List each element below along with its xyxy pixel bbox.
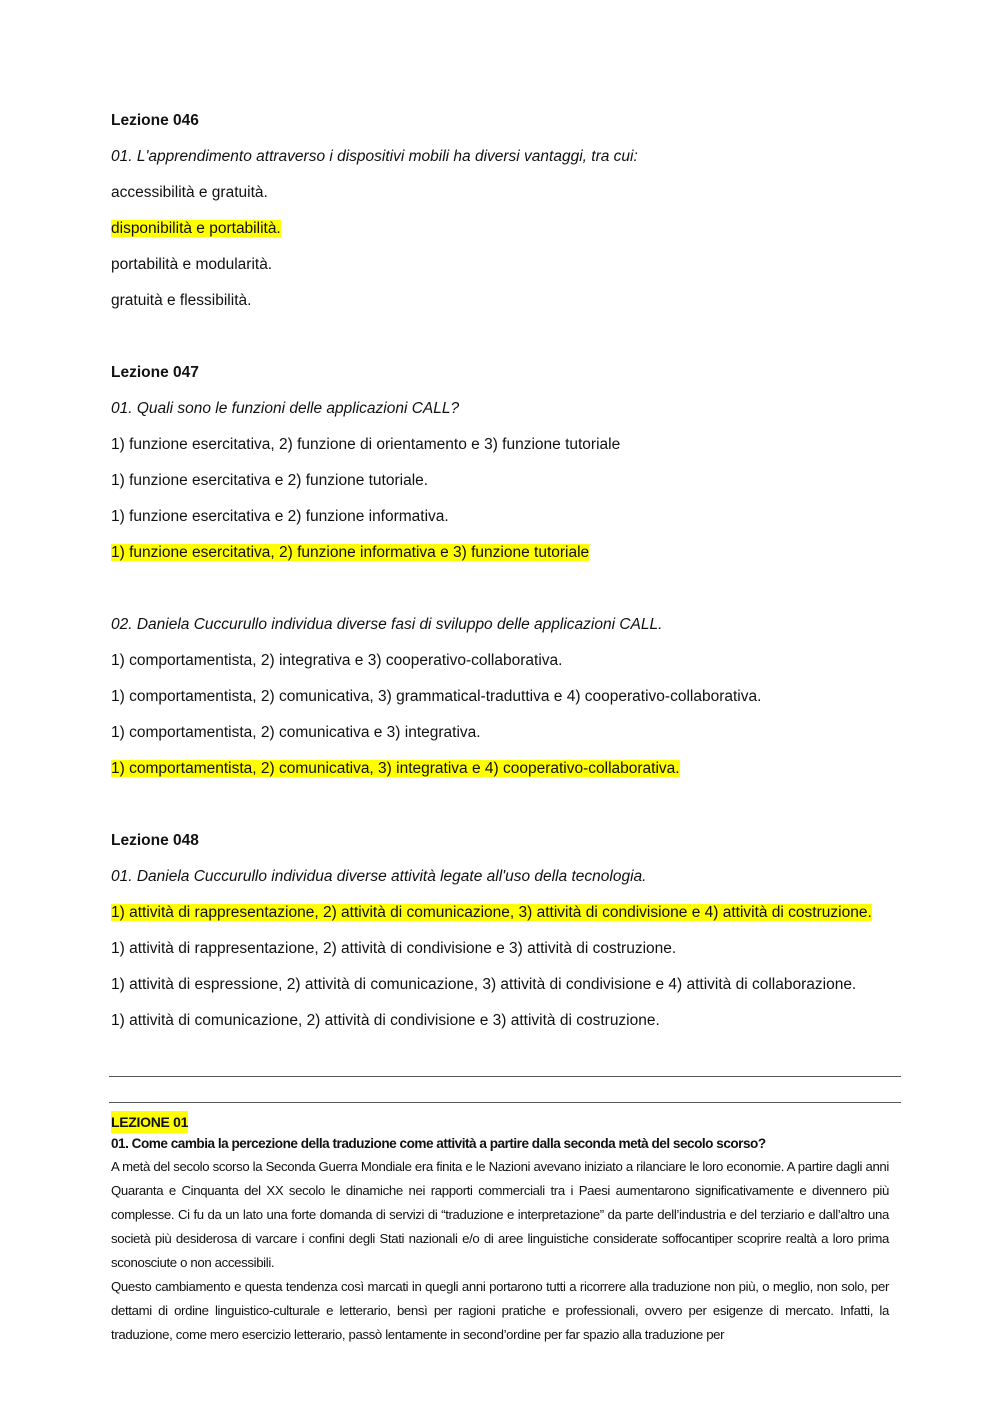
answer-option xyxy=(111,505,891,541)
answer-option xyxy=(111,433,891,469)
answer-option xyxy=(111,937,891,973)
divider-line xyxy=(109,1076,901,1077)
divider-line xyxy=(109,1102,901,1103)
question-text: 01. Quali sono le funzioni delle applicazioni CALL? xyxy=(111,400,460,417)
section-paragraph: A metà del secolo scorso la Seconda Guerra Mondiale era finita e le Nazioni avevano iniziato a rilanciare le loro economie. A partire dagli anni Quaranta e Cinquanta del XX secolo le dinamiche nei rapporti commerciali tra i Paesi aumentarono significativamente e divennero più complesse. Ci fu da un lato una forte domanda di servizi di “traduzione e interpretazione” da parte dell’industria e del terziario e dall’altro una società più desiderosa di varcare i confini degli Stati nazionali e/o di aree linguistiche considerate soffocantiper scoprire realtà a loro prima sconosciute o non accessibili. xyxy=(111,1159,889,1270)
answer-option-text: 1) attività di rappresentazione, 2) attività di comunicazione, 3) attività di condivisione e 4) attività di costruzione. xyxy=(111,904,872,921)
answer-option-text: portabilità e modularità. xyxy=(111,256,273,273)
answer-option-text: 1) attività di comunicazione, 2) attività di condivisione e 3) attività di costruzione. xyxy=(111,1012,660,1029)
spacer xyxy=(111,577,891,613)
answer-option-text: 1) comportamentista, 2) comunicativa, 3) grammatical-traduttiva e 4) cooperativo-collaborativa. xyxy=(111,688,762,705)
answer-option-correct xyxy=(111,757,891,793)
answer-option-text: accessibilità e gratuità. xyxy=(111,184,268,201)
answer-option xyxy=(111,649,891,685)
spacer xyxy=(111,793,891,829)
lecture-section xyxy=(111,1111,889,1347)
answer-option-text: gratuità e flessibilità. xyxy=(111,292,252,309)
answer-option xyxy=(111,685,891,721)
question-text: 01. Daniela Cuccurullo individua diverse attività legate all'uso della tecnologia. xyxy=(111,868,647,885)
answer-option-text: 1) comportamentista, 2) comunicativa, 3) integrativa e 4) cooperativo-collaborativa. xyxy=(111,760,680,777)
answer-option-text: 1) funzione esercitativa e 2) funzione informativa. xyxy=(111,508,449,525)
quiz-section xyxy=(111,109,891,1045)
question-text: 01. L'apprendimento attraverso i dispositivi mobili ha diversi vantaggi, tra cui: xyxy=(111,148,638,165)
lesson-title: Lezione 047 xyxy=(111,364,199,381)
answer-option-text: 1) funzione esercitativa e 2) funzione tutoriale. xyxy=(111,472,429,489)
answer-option-correct xyxy=(111,901,891,925)
answer-option xyxy=(111,721,891,757)
lesson-title: Lezione 046 xyxy=(111,112,199,129)
answer-option xyxy=(111,181,891,217)
section-paragraph: Questo cambiamento e questa tendenza così marcati in quegli anni portarono tutti a ricorrere alla traduzione non più, o meglio, non solo, per dettami di ordine linguistico-culturale e letterario, bensì per ragioni pratiche e professionali, ovvero per esigenze di mercato. Infatti, la traduzione, come mero esercizio letterario, passò lentamente in second’ordine per far spazio alla traduzione per xyxy=(111,1279,889,1342)
answer-option xyxy=(111,1009,891,1045)
answer-option-text: 1) attività di rappresentazione, 2) attività di condivisione e 3) attività di costruzione. xyxy=(111,940,677,957)
spacer xyxy=(111,325,891,361)
answer-option-text: 1) comportamentista, 2) integrativa e 3) cooperativo-collaborativa. xyxy=(111,652,563,669)
answer-option-correct xyxy=(111,541,891,577)
answer-option-text: 1) attività di espressione, 2) attività di comunicazione, 3) attività di condivisione e 4) attività di collaborazione. xyxy=(111,976,857,993)
question-text: 02. Daniela Cuccurullo individua diverse fasi di sviluppo delle applicazioni CALL. xyxy=(111,616,663,633)
answer-option xyxy=(111,973,891,1009)
answer-option-text: 1) comportamentista, 2) comunicativa e 3) integrativa. xyxy=(111,724,481,741)
answer-option xyxy=(111,253,891,289)
answer-option-text: disponibilità e portabilità. xyxy=(111,220,281,237)
answer-option xyxy=(111,289,891,325)
answer-option-correct xyxy=(111,217,891,253)
lesson-title: Lezione 048 xyxy=(111,832,199,849)
answer-option-text: 1) funzione esercitativa, 2) funzione di orientamento e 3) funzione tutoriale xyxy=(111,436,621,453)
answer-option-text: 1) funzione esercitativa, 2) funzione informativa e 3) funzione tutoriale xyxy=(111,544,590,561)
section-question: 01. Come cambia la percezione della traduzione come attività a partire dalla seconda metà del secolo scorso? xyxy=(111,1136,766,1151)
answer-option xyxy=(111,469,891,505)
section-title: LEZIONE 01 xyxy=(111,1111,188,1133)
